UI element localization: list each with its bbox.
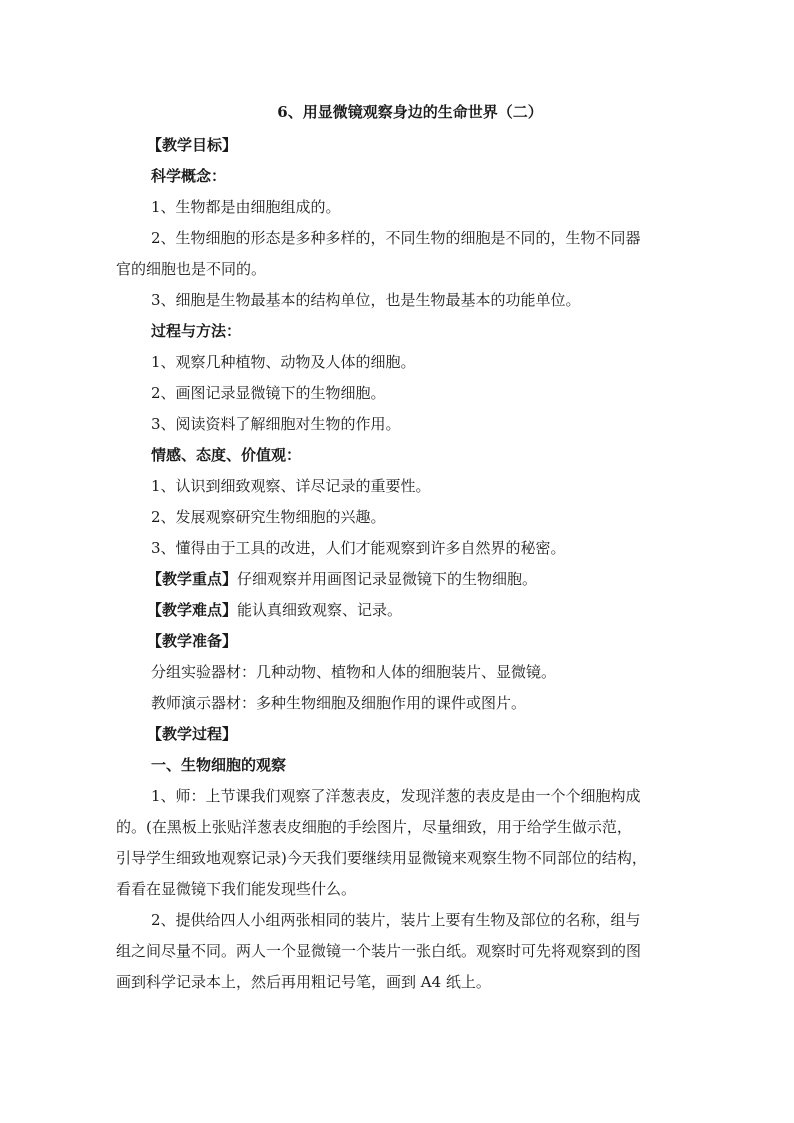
difficulty-row (116, 595, 680, 626)
list-item: 2、画图记录显微镜下的生物细胞。 (151, 384, 386, 402)
document-body (116, 130, 680, 998)
paragraph-line: 画到科学记录本上，然后再用粗记号笔，画到 A4 纸上。 (116, 973, 491, 991)
list-item: 3、懂得由于工具的改进，人们才能观察到许多自然界的秘密。 (151, 539, 566, 557)
paragraph-line: 的。(在黑板上张贴洋葱表皮细胞的手绘图片，尽量细致，用于给学生做示范， (116, 818, 632, 836)
document-title: 6、用显微镜观察身边的生命世界（二） (277, 103, 543, 121)
key-point-row (116, 564, 680, 595)
difficulty-label: 【教学难点】 (147, 601, 238, 619)
step-header: 一、生物细胞的观察 (151, 756, 287, 774)
list-item: 分组实验器材：几种动物、植物和人体的细胞装片、显微镜。 (151, 663, 557, 681)
list-item: 1、认识到细致观察、详尽记录的重要性。 (151, 477, 431, 495)
section-header-prep: 【教学准备】 (147, 632, 238, 650)
key-point-label: 【教学重点】 (147, 570, 238, 588)
list-item: 教师演示器材：多种生物细胞及细胞作用的课件或图片。 (151, 694, 527, 712)
list-item: 1、生物都是由细胞组成的。 (151, 198, 341, 216)
section-header-procedure: 【教学过程】 (147, 725, 238, 743)
paragraph-line: 引导学生细致地观察记录)今天我们要继续用显微镜来观察生物不同部位的结构， (116, 849, 647, 867)
paragraph-line: 1、师：上节课我们观察了洋葱表皮，发现洋葱的表皮是由一个个细胞构成 (151, 787, 641, 805)
list-item: 3、阅读资料了解细胞对生物的作用。 (151, 415, 401, 433)
subheader-concept: 科学概念： (151, 167, 227, 185)
difficulty-text: 能认真细致观察、记录。 (237, 601, 403, 619)
paragraph-line: 组之间尽量不同。两人一个显微镜一个装片一张白纸。观察时可先将观察到的图 (116, 942, 642, 960)
list-item: 2、发展观察研究生物细胞的兴趣。 (151, 508, 386, 526)
key-point-text: 仔细观察并用画图记录显微镜下的生物细胞。 (237, 570, 538, 588)
list-item: 1、观察几种植物、动物及人体的细胞。 (151, 353, 416, 371)
subheader-attitude: 情感、态度、价值观： (151, 446, 302, 464)
list-item: 2、生物细胞的形态是多种多样的，不同生物的细胞是不同的，生物不同器 (151, 229, 641, 247)
list-item: 3、细胞是生物最基本的结构单位，也是生物最基本的功能单位。 (151, 291, 581, 309)
section-header-objectives: 【教学目标】 (147, 136, 238, 154)
list-item-continuation: 官的细胞也是不同的。 (116, 260, 267, 278)
subheader-process: 过程与方法： (151, 322, 242, 340)
paragraph-line: 2、提供给四人小组两张相同的装片，装片上要有生物及部位的名称，组与 (151, 911, 641, 929)
paragraph-line: 看看在显微镜下我们能发现些什么。 (116, 880, 357, 898)
